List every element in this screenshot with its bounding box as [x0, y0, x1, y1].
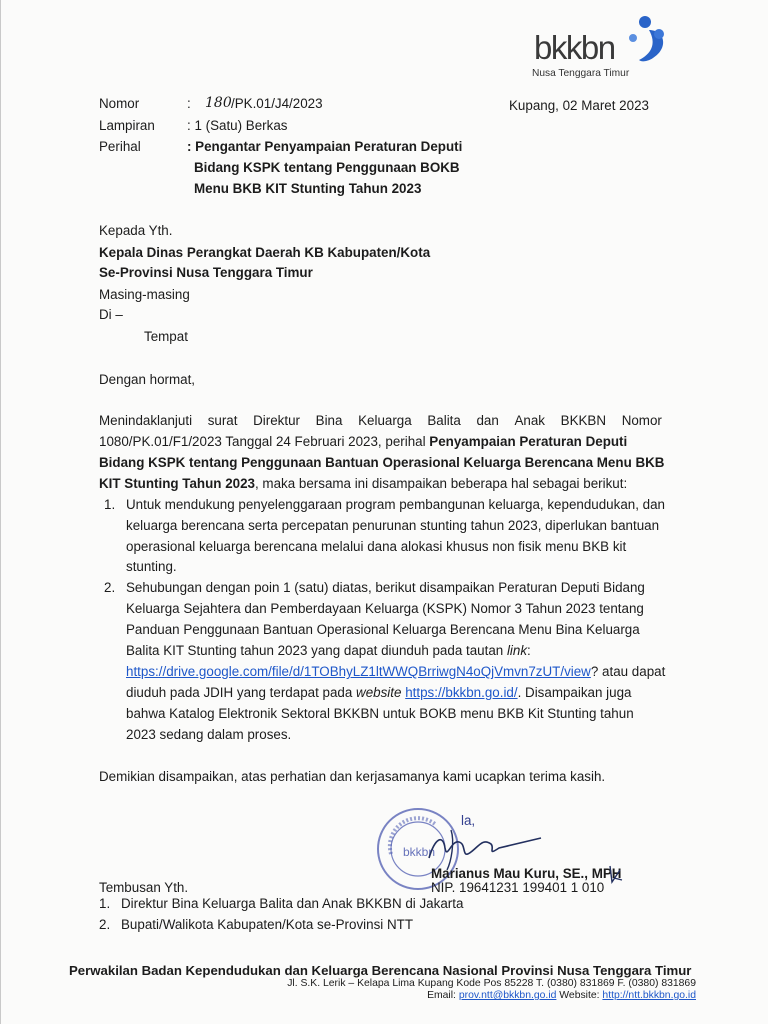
- perihal-line-3: Menu BKB KIT Stunting Tahun 2023: [194, 181, 422, 196]
- cc-item-2: Bupati/Walikota Kabupaten/Kota se-Provinsi NTT: [121, 917, 414, 932]
- recipient-greeting: Kepada Yth.: [99, 223, 173, 238]
- footer-institution: Perwakilan Badan Kependudukan dan Keluarga Berencana Nasional Provinsi Nusa Tenggara Timur: [69, 963, 692, 978]
- nomor-label: Nomor: [99, 96, 140, 111]
- logo-wordmark: bkkbn: [534, 29, 615, 66]
- intro-line-1: [99, 413, 662, 429]
- stamp-center-text: bkkbn: [403, 845, 436, 859]
- cc-title: Tembusan Yth.: [99, 880, 189, 895]
- intro-line-2: [99, 434, 627, 450]
- point-2-line-4-colon: :: [527, 643, 531, 658]
- signatory-name: Marianus Mau Kuru, SE., MPH: [431, 866, 622, 881]
- perihal-line-1: : Pengantar Penyampaian Peraturan Deputi: [187, 139, 463, 154]
- intro-line-3: Bidang KSPK tentang Penggunaan Bantuan Operasional Keluarga Berencana Menu BKB: [99, 455, 665, 470]
- recipient-line-4: Di –: [99, 307, 123, 322]
- point-1-line-3: operasional keluarga berencana melalui dana alokasi khusus non fisik menu BKB kit: [126, 539, 627, 554]
- point-1-number: 1.: [104, 497, 116, 512]
- nomor-number-handwritten: 180: [205, 95, 232, 111]
- cc-item-2-number: 2.: [99, 917, 111, 932]
- point-2-line-3: Panduan Penggunaan Bantuan Operasional Keluarga Berencana Menu Bina Keluarga: [126, 622, 640, 637]
- point-2-line-4-text: Balita KIT Stunting tahun 2023 yang dapat diunduh pada tautan: [126, 643, 507, 658]
- recipient-line-3: Masing-masing: [99, 287, 190, 302]
- drive-link[interactable]: https://drive.google.com/file/d/1TOBhyLZ1ltWWQBrriwgN4oQjVmvn7zUT/view: [126, 664, 591, 679]
- point-2-link-word: link: [506, 643, 528, 658]
- intro-word: surat: [207, 413, 238, 428]
- signatory-nip: NIP. 19641231 199401 1 010: [431, 880, 605, 895]
- intro-word: Balita: [427, 413, 461, 428]
- recipient-line-2: Se-Provinsi Nusa Tenggara Timur: [99, 265, 313, 280]
- intro-line-2-bold: Penyampaian Peraturan Deputi: [429, 434, 628, 449]
- point-2-line-6-rest: . Disampaikan juga: [517, 685, 632, 700]
- signature-title-fragment: la,: [461, 813, 476, 828]
- intro-line-2-text: 1080/PK.01/F1/2023 Tanggal 24 Februari 2023, perihal: [99, 434, 430, 449]
- point-2-line-6: [126, 685, 631, 701]
- intro-word: Keluarga: [358, 413, 412, 428]
- bkkbn-logo: [531, 14, 681, 84]
- recipient-line-5: Tempat: [144, 329, 188, 344]
- intro-word: BKKBN: [560, 413, 607, 428]
- footer-address: Jl. S.K. Lerik – Kelapa Lima Kupang Kode Pos 85228 T. (0380) 831869 F. (0380) 831869: [287, 978, 696, 989]
- point-2-line-8: 2023 sedang dalam proses.: [126, 727, 292, 742]
- closing-sentence: Demikian disampaikan, atas perhatian dan kerjasamanya kami ucapkan terima kasih.: [99, 769, 606, 784]
- intro-word: dan: [476, 413, 499, 428]
- cc-item-1: Direktur Bina Keluarga Balita dan Anak BKKBN di Jakarta: [121, 896, 464, 911]
- perihal-line-2: Bidang KSPK tentang Penggunaan BOKB: [194, 160, 460, 175]
- point-1-line-1: Untuk mendukung penyelenggaraan program pembangunan keluarga, kependudukan, dan: [126, 497, 665, 512]
- intro-word: Nomor: [621, 413, 662, 428]
- lampiran-value: : 1 (Satu) Berkas: [187, 118, 288, 133]
- cc-item-1-number: 1.: [99, 896, 111, 911]
- footer-email-link[interactable]: prov.ntt@bkkbn.go.id: [458, 990, 557, 1001]
- point-2-line-5-text: ? atau dapat: [590, 664, 666, 679]
- nomor-separator: :: [187, 96, 191, 111]
- intro-word: Bina: [315, 413, 343, 428]
- footer-website-label: Website:: [556, 990, 603, 1001]
- footer-email-label: Email:: [427, 990, 459, 1001]
- perihal-label: Perihal: [99, 139, 141, 154]
- intro-word: Menindaklanjuti: [99, 413, 193, 428]
- footer-website-link[interactable]: http://ntt.bkkbn.go.id: [602, 990, 696, 1001]
- point-2-line-4: [126, 643, 531, 659]
- salutation: Dengan hormat,: [99, 372, 196, 387]
- point-1-line-2: keluarga berencana serta percepatan penurunan stunting tahun 2023, diperlukan bantuan: [126, 518, 660, 533]
- logo-subtitle: Nusa Tenggara Timur: [532, 68, 630, 79]
- lampiran-label: Lampiran: [99, 118, 155, 133]
- letter-date: Kupang, 02 Maret 2023: [509, 98, 649, 113]
- bkkbn-link[interactable]: https://bkkbn.go.id/: [405, 685, 518, 700]
- intro-line-4-bold: KIT Stunting Tahun 2023: [99, 476, 255, 491]
- footer-contact: [427, 990, 696, 1002]
- point-2-line-6-text: diuduh pada JDIH yang terdapat pada: [126, 685, 357, 700]
- intro-line-4: [99, 476, 627, 492]
- intro-word: Anak: [514, 413, 545, 428]
- point-1-line-4: stunting.: [126, 559, 177, 574]
- recipient-line-1: Kepala Dinas Perangkat Daerah KB Kabupaten/Kota: [99, 245, 431, 260]
- point-2-website-word: website: [356, 685, 402, 700]
- point-2-number: 2.: [104, 580, 116, 595]
- logo-dots-icon: [619, 14, 681, 68]
- initial-mark: [606, 864, 624, 886]
- point-2-line-7: bahwa Katalog Elektronik Sektoral BKKBN untuk BOKB menu BKB Kit Stunting tahun: [126, 706, 634, 721]
- nomor-value: /PK.01/J4/2023: [231, 96, 323, 111]
- point-2-line-1: Sehubungan dengan poin 1 (satu) diatas, berikut disampaikan Peraturan Deputi Bidang: [126, 580, 645, 595]
- point-2-line-2: Keluarga Sejahtera dan Pemberdayaan Keluarga (KSPK) Nomor 3 Tahun 2023 tentang: [126, 601, 644, 616]
- intro-word: Direktur: [253, 413, 300, 428]
- point-2-line-5: [126, 664, 665, 680]
- intro-line-4-text: , maka bersama ini disampaikan beberapa hal sebagai berikut:: [254, 476, 628, 491]
